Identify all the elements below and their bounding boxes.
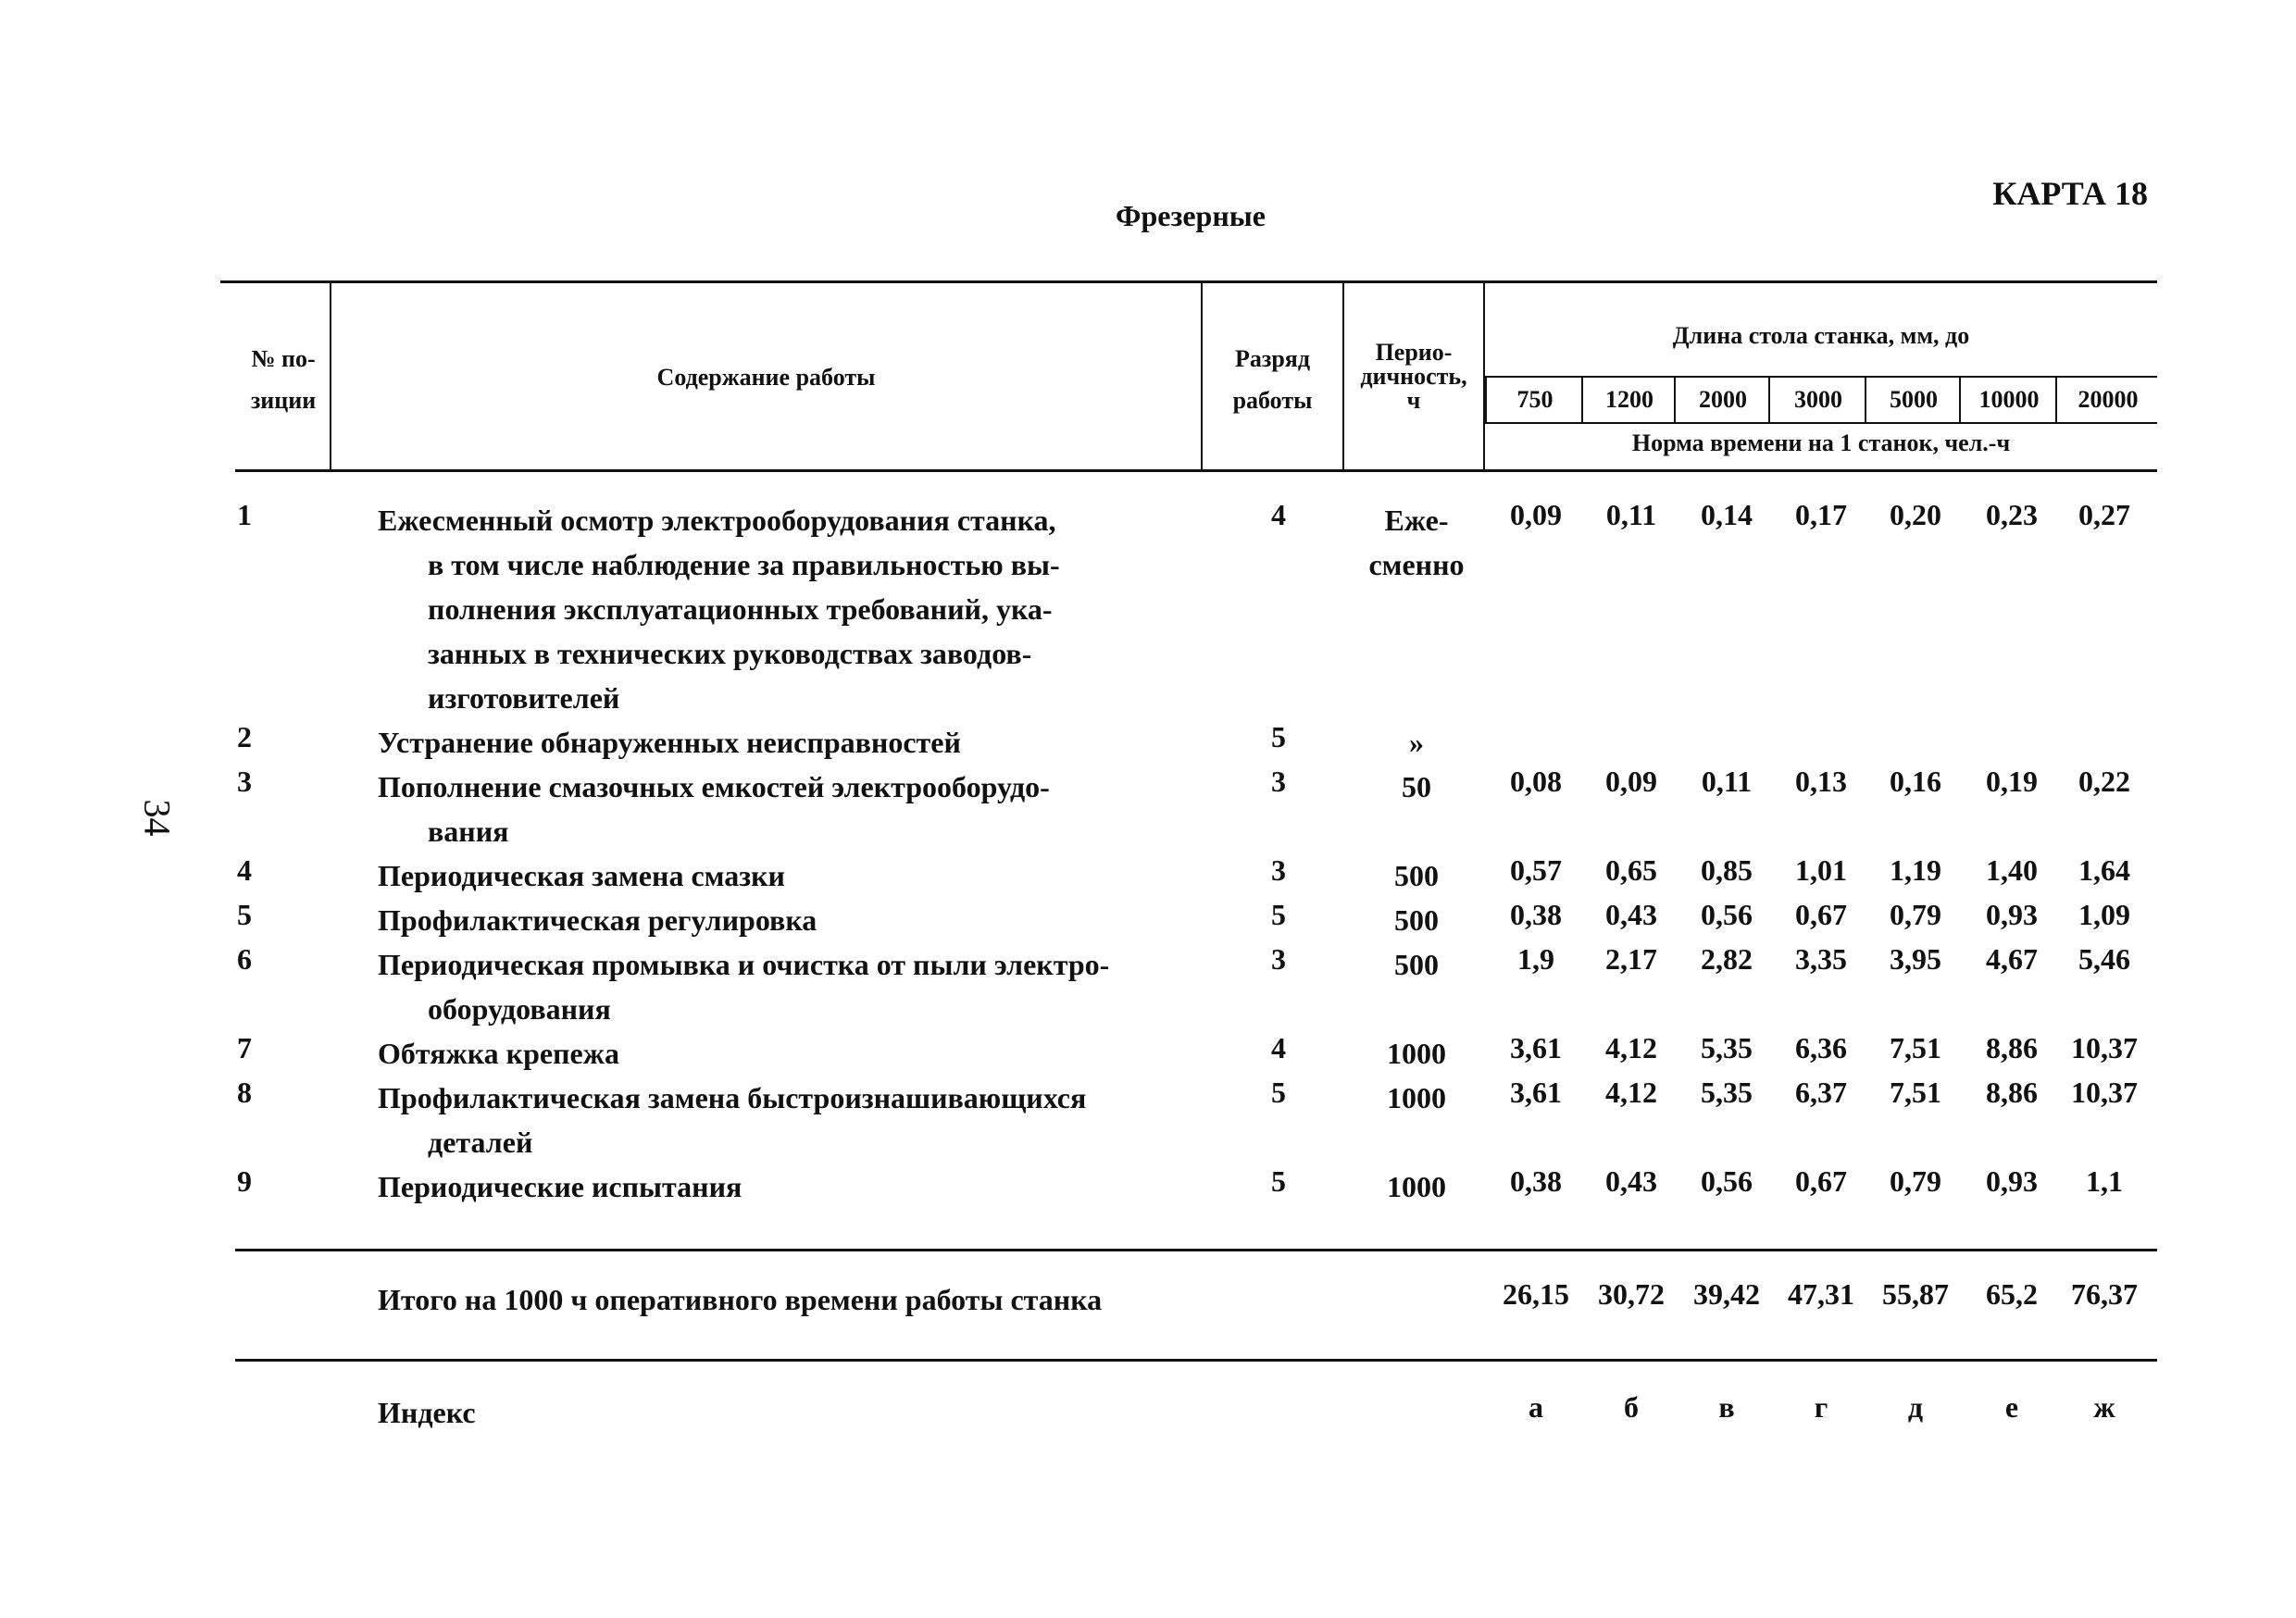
total-value: 76,37 <box>2071 1277 2138 1311</box>
row-content <box>378 1031 1211 1076</box>
row-position: 5 <box>237 898 252 931</box>
length-cell: 10000 <box>1959 378 2057 422</box>
row-value: 4,67 <box>1986 942 2038 976</box>
header-norm-caption: Норма времени на 1 станок, чел.-ч <box>1631 429 2011 456</box>
row-grade: 4 <box>1271 1031 1286 1064</box>
row-value: 0,13 <box>1795 765 1847 798</box>
content-line: изготовителей <box>428 681 620 715</box>
content-line: занных в технических руководствах заводов- <box>428 637 1032 670</box>
length-cell: 750 <box>1485 378 1583 422</box>
index-value: а <box>1529 1390 1543 1424</box>
row-value: 7,51 <box>1890 1076 1941 1109</box>
length-cell: 1200 <box>1581 378 1676 422</box>
total-top-rule <box>235 1249 2157 1251</box>
period-line: » <box>1409 726 1424 759</box>
row-grade: 4 <box>1271 498 1286 531</box>
row-value: 6,37 <box>1795 1076 1847 1109</box>
total-value: 55,87 <box>1882 1277 1949 1311</box>
total-bottom-rule <box>235 1359 2157 1362</box>
row-value: 10,37 <box>2071 1076 2138 1109</box>
card-label: КАРТА 18 <box>1992 175 2148 212</box>
total-value: 39,42 <box>1693 1277 1760 1311</box>
row-grade: 3 <box>1271 765 1286 798</box>
row-grade: 5 <box>1271 720 1286 753</box>
row-position: 1 <box>237 498 252 531</box>
index-label: Индекс <box>378 1396 476 1429</box>
row-value: 0,09 <box>1605 765 1657 798</box>
content-line: Периодическая замена смазки <box>378 859 785 892</box>
row-value: 0,67 <box>1795 1164 1847 1198</box>
content-line: Профилактическая регулировка <box>378 903 817 937</box>
row-value: 0,93 <box>1986 898 2038 931</box>
length-cell: 20000 <box>2055 378 2159 422</box>
index-value: в <box>1718 1390 1735 1424</box>
row-content <box>378 853 1211 898</box>
row-value: 1,40 <box>1986 853 2038 887</box>
total-value: 65,2 <box>1986 1277 2038 1311</box>
length-cell: 5000 <box>1865 378 1961 422</box>
row-period <box>1348 1031 1485 1076</box>
row-position: 3 <box>237 765 252 798</box>
length-values-bottom-rule <box>1485 422 2157 424</box>
row-value: 1,1 <box>2086 1164 2123 1198</box>
row-value: 0,43 <box>1605 898 1657 931</box>
header-content: Содержание работы <box>656 364 876 391</box>
row-value: 8,86 <box>1986 1031 2038 1064</box>
period-line: 50 <box>1402 770 1431 803</box>
header-top-rule <box>220 280 2157 283</box>
row-grade: 5 <box>1271 1164 1286 1198</box>
total-label: Итого на 1000 ч оперативного времени работы станка <box>378 1283 1103 1316</box>
header-period: Перио- дичность, ч <box>1360 339 1467 414</box>
row-position: 7 <box>237 1031 252 1064</box>
row-content <box>378 898 1211 942</box>
row-content <box>378 765 1211 853</box>
header-length-caption: Длина стола станка, мм, до <box>1672 322 1970 349</box>
period-line: 1000 <box>1387 1170 1446 1203</box>
row-value: 0,93 <box>1986 1164 2038 1198</box>
content-line: Ежесменный осмотр электрооборудования станка, <box>378 504 1056 537</box>
page-number: 34 <box>136 799 179 837</box>
row-value: 0,19 <box>1986 765 2038 798</box>
row-value: 0,14 <box>1701 498 1753 531</box>
content-line: вания <box>428 815 509 848</box>
row-content <box>378 1164 1211 1209</box>
length-cell: 3000 <box>1768 378 1866 422</box>
row-value: 0,22 <box>2078 765 2130 798</box>
row-value: 0,56 <box>1701 1164 1753 1198</box>
row-value: 0,11 <box>1605 498 1657 531</box>
row-value: 0,11 <box>1701 765 1753 798</box>
row-position: 8 <box>237 1076 252 1109</box>
table-title: Фрезерные <box>1116 199 1266 232</box>
content-line: Периодическая промывка и очистка от пыли электро- <box>378 948 1110 981</box>
index-value: б <box>1624 1390 1639 1424</box>
row-value: 0,38 <box>1510 898 1562 931</box>
row-grade: 5 <box>1271 898 1286 931</box>
row-content <box>378 498 1211 720</box>
index-value: г <box>1814 1390 1828 1424</box>
row-value: 0,79 <box>1890 1164 1941 1198</box>
row-period <box>1348 720 1485 765</box>
period-line: сменно <box>1368 548 1465 581</box>
row-value: 0,27 <box>2078 498 2130 531</box>
row-value: 4,12 <box>1605 1031 1657 1064</box>
row-period <box>1348 765 1485 809</box>
content-line: Обтяжка крепежа <box>378 1037 619 1070</box>
row-value: 0,08 <box>1510 765 1562 798</box>
row-value: 3,61 <box>1510 1076 1562 1109</box>
content-line: деталей <box>428 1126 533 1159</box>
index-value: д <box>1907 1390 1924 1424</box>
row-value: 4,12 <box>1605 1076 1657 1109</box>
row-period <box>1348 1076 1485 1120</box>
header-bottom-rule <box>235 469 2157 472</box>
row-value: 0,85 <box>1701 853 1753 887</box>
content-line: Периодические испытания <box>378 1170 742 1203</box>
row-value: 3,61 <box>1510 1031 1562 1064</box>
row-value: 0,20 <box>1890 498 1941 531</box>
header-grade: Разряд работы <box>1232 345 1313 414</box>
length-cell: 2000 <box>1674 378 1770 422</box>
row-value: 3,95 <box>1890 942 1941 976</box>
row-grade: 3 <box>1271 942 1286 976</box>
row-period <box>1348 853 1485 898</box>
content-line: Профилактическая замена быстроизнашивающихся <box>378 1081 1087 1114</box>
row-value: 0,79 <box>1890 898 1941 931</box>
row-value: 0,56 <box>1701 898 1753 931</box>
row-value: 10,37 <box>2071 1031 2138 1064</box>
period-line: 500 <box>1394 903 1439 937</box>
row-value: 0,57 <box>1510 853 1562 887</box>
row-position: 6 <box>237 942 252 976</box>
row-value: 1,01 <box>1795 853 1847 887</box>
row-position: 9 <box>237 1164 252 1198</box>
row-content <box>378 942 1211 1031</box>
row-value: 0,67 <box>1795 898 1847 931</box>
row-value: 0,38 <box>1510 1164 1562 1198</box>
row-value: 0,09 <box>1510 498 1562 531</box>
row-value: 0,65 <box>1605 853 1657 887</box>
header-position: № по- зиции <box>250 345 317 414</box>
total-value: 30,72 <box>1598 1277 1665 1311</box>
row-value: 0,43 <box>1605 1164 1657 1198</box>
period-line: 1000 <box>1387 1081 1446 1114</box>
row-value: 5,46 <box>2078 942 2130 976</box>
row-grade: 5 <box>1271 1076 1286 1109</box>
row-value: 1,64 <box>2078 853 2130 887</box>
row-value: 2,82 <box>1701 942 1753 976</box>
period-line: 500 <box>1394 948 1439 981</box>
index-value: ж <box>2093 1390 2115 1424</box>
period-line: 500 <box>1394 859 1439 892</box>
row-value: 1,9 <box>1517 942 1554 976</box>
row-period <box>1348 898 1485 942</box>
row-value: 6,36 <box>1795 1031 1847 1064</box>
row-value: 2,17 <box>1605 942 1657 976</box>
row-value: 0,17 <box>1795 498 1847 531</box>
content-line: полнения эксплуатационных требований, ука- <box>428 592 1053 626</box>
row-value: 7,51 <box>1890 1031 1941 1064</box>
content-line: Устранение обнаруженных неисправностей <box>378 726 961 759</box>
content-line: Пополнение смазочных емкостей электрооборудо- <box>378 770 1050 803</box>
row-value: 3,35 <box>1795 942 1847 976</box>
row-value: 0,23 <box>1986 498 2038 531</box>
index-value: е <box>2004 1390 2019 1424</box>
row-period <box>1348 942 1485 987</box>
period-line: Еже- <box>1384 504 1449 537</box>
row-position: 2 <box>237 720 252 753</box>
row-value: 0,16 <box>1890 765 1941 798</box>
row-value: 5,35 <box>1701 1031 1753 1064</box>
row-value: 1,09 <box>2078 898 2130 931</box>
row-period <box>1348 498 1485 587</box>
row-grade: 3 <box>1271 853 1286 887</box>
content-line: в том числе наблюдение за правильностью вы- <box>428 548 1060 581</box>
content-line: оборудования <box>428 992 611 1026</box>
row-value: 5,35 <box>1701 1076 1753 1109</box>
period-line: 1000 <box>1387 1037 1446 1070</box>
row-value: 8,86 <box>1986 1076 2038 1109</box>
total-value: 26,15 <box>1503 1277 1569 1311</box>
row-period <box>1348 1164 1485 1209</box>
row-content <box>378 1076 1211 1164</box>
total-value: 47,31 <box>1788 1277 1854 1311</box>
row-value: 1,19 <box>1890 853 1941 887</box>
row-position: 4 <box>237 853 252 887</box>
row-content <box>378 720 1211 765</box>
